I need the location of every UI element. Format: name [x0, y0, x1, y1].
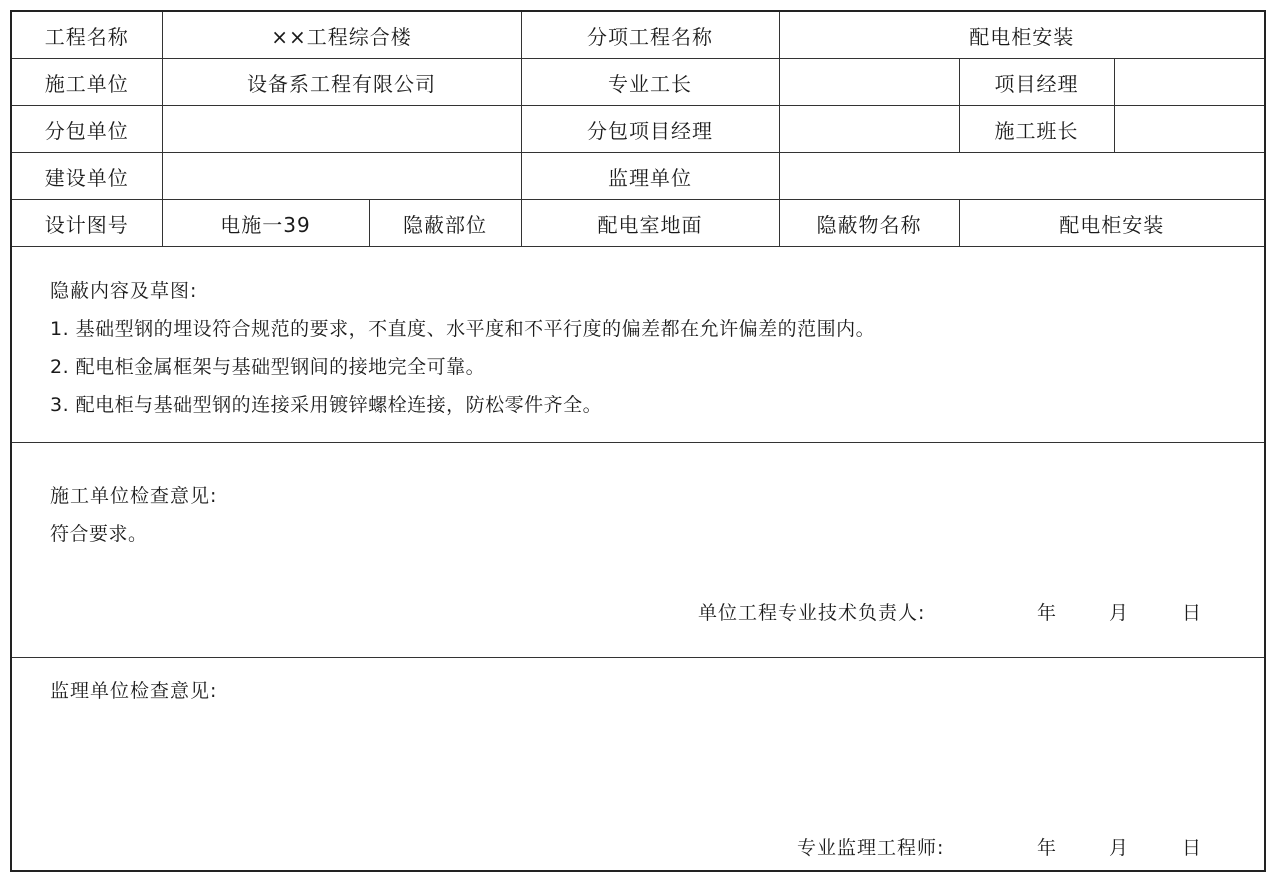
owner-value[interactable]: [162, 153, 521, 200]
foreman-label: 专业工长: [521, 59, 779, 106]
supervisor-opinion-heading: 监理单位检查意见:: [50, 680, 218, 702]
content-item-2: 2. 配电柜金属框架与基础型钢间的接地完全可靠。: [50, 356, 486, 378]
hidden-item-label: 隐蔽物名称: [779, 200, 959, 247]
header-row-drawing: [12, 200, 1264, 247]
supervisor-day-label: 日: [1182, 837, 1203, 859]
header-table: [12, 12, 1264, 247]
drawing-number-value[interactable]: 电施一39: [162, 200, 369, 247]
team-leader-label: 施工班长: [959, 106, 1114, 153]
header-row-owner: [12, 153, 1264, 200]
supervisor-signatory-label: 专业监理工程师:: [797, 837, 945, 859]
subcontractor-label: 分包单位: [12, 106, 162, 153]
project-name-value[interactable]: ××工程综合楼: [162, 12, 521, 59]
project-manager-value[interactable]: [1114, 59, 1264, 106]
content-item-3: 3. 配电柜与基础型钢的连接采用镀锌螺栓连接，防松零件齐全。: [50, 394, 603, 416]
supervisor-inspection-section: [12, 658, 1264, 870]
subcontractor-value[interactable]: [162, 106, 521, 153]
contractor-month-label: 月: [1109, 602, 1130, 624]
header-row-project: [12, 12, 1264, 59]
sub-project-manager-value[interactable]: [779, 106, 959, 153]
project-manager-label: 项目经理: [959, 59, 1114, 106]
supervision-unit-value[interactable]: [779, 153, 1264, 200]
contractor-year-label: 年: [1037, 602, 1058, 624]
subitem-name-label: 分项工程名称: [521, 12, 779, 59]
contractor-label: 施工单位: [12, 59, 162, 106]
supervisor-year-label: 年: [1037, 837, 1058, 859]
inspection-form: [10, 10, 1266, 872]
project-name-label: 工程名称: [12, 12, 162, 59]
contractor-day-label: 日: [1182, 602, 1203, 624]
owner-label: 建设单位: [12, 153, 162, 200]
drawing-number-label: 设计图号: [12, 200, 162, 247]
contractor-inspection-section: [12, 443, 1264, 658]
hidden-part-value[interactable]: 配电室地面: [521, 200, 779, 247]
header-row-subcontractor: [12, 106, 1264, 153]
content-item-1: 1. 基础型钢的埋设符合规范的要求，不直度、水平度和不平行度的偏差都在允许偏差的范围内。: [50, 318, 876, 340]
contractor-opinion-text[interactable]: 符合要求。: [50, 523, 148, 545]
sub-project-manager-label: 分包项目经理: [521, 106, 779, 153]
hidden-content-heading: 隐蔽内容及草图:: [50, 280, 198, 302]
hidden-content-section: [12, 252, 1264, 443]
hidden-item-value[interactable]: 配电柜安装: [959, 200, 1264, 247]
team-leader-value[interactable]: [1114, 106, 1264, 153]
contractor-opinion-heading: 施工单位检查意见:: [50, 485, 218, 507]
hidden-part-label: 隐蔽部位: [369, 200, 521, 247]
supervisor-month-label: 月: [1109, 837, 1130, 859]
foreman-value[interactable]: [779, 59, 959, 106]
contractor-signatory-label: 单位工程专业技术负责人:: [698, 602, 926, 624]
subitem-name-value[interactable]: 配电柜安装: [779, 12, 1264, 59]
contractor-value[interactable]: 设备系工程有限公司: [162, 59, 521, 106]
header-row-contractor: [12, 59, 1264, 106]
supervision-unit-label: 监理单位: [521, 153, 779, 200]
